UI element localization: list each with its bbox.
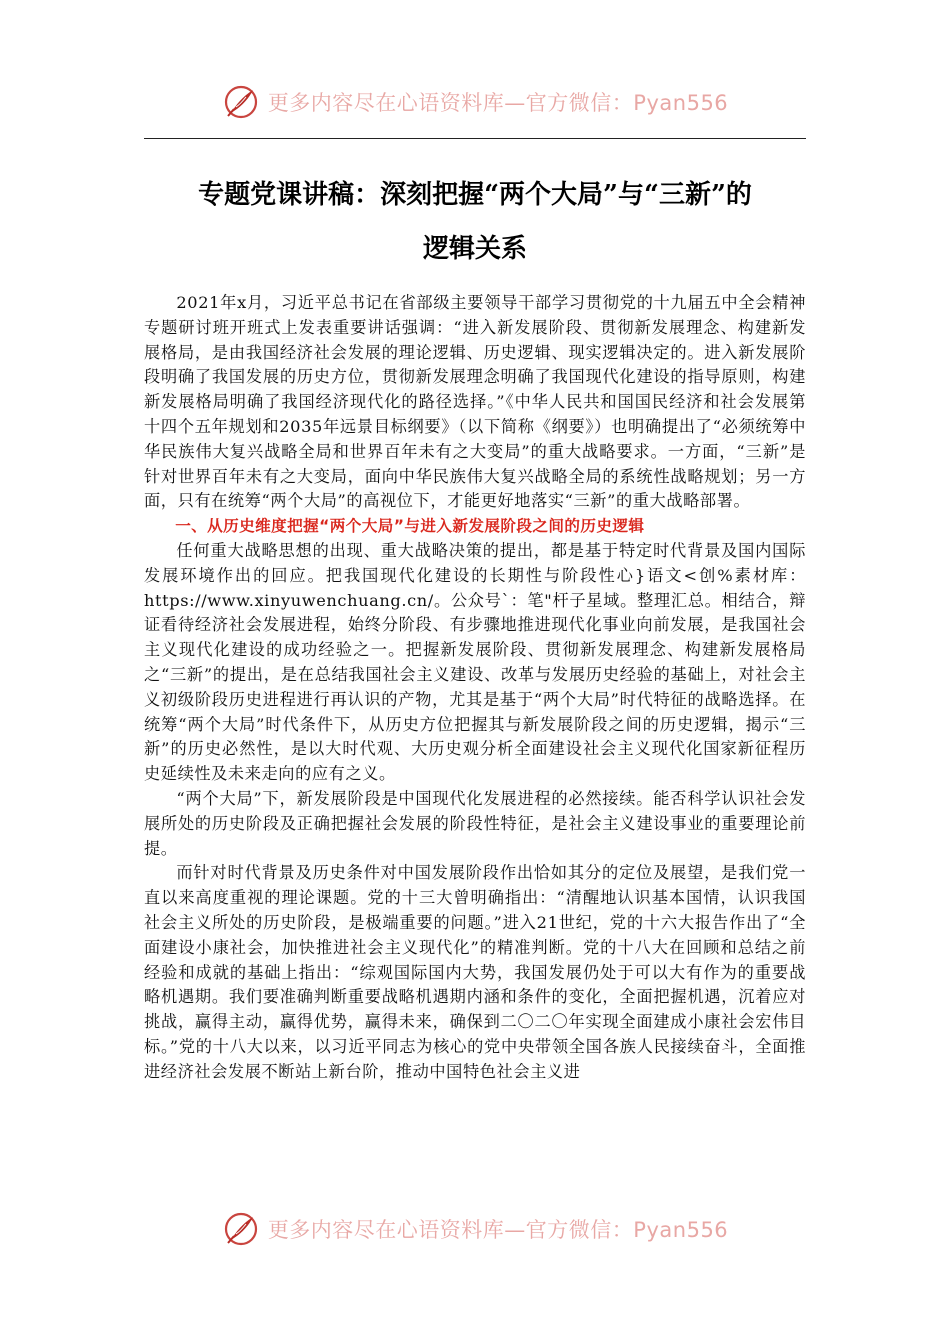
watermark-text-bottom: 更多内容尽在心语资料库—官方微信：Pyan556 xyxy=(267,1218,729,1242)
document-body xyxy=(144,291,806,1085)
title-line-1: 专题党课讲稿：深刻把握“两个大局”与“三新”的 xyxy=(198,180,752,210)
intro-paragraph: 2021年x月，习近平总书记在省部级主要领导干部学习贯彻党的十九届五中全会精神专题研讨班开班式上发表重要讲话强调：“进入新发展阶段、贯彻新发展理念、构建新发展格局，是由我国经济社会发展的理论逻辑、历史逻辑、现实逻辑决定的。进入新发展阶段明确了我国发展的历史方位，贯彻新发展理念明确了我国现代化建设的指导原则，构建新发展格局明确了我国经济现代化的路径选择。”《中华人民共和国国民经济和社会发展第十四个五年规划和2035年远景目标纲要》（以下简称《纲要》）也明确提出了“必须统筹中华民族伟大复兴战略全局和世界百年未有之大变局”的重大战略要求。一方面，“三新”是针对世界百年未有之大变局，面向中华民族伟大复兴战略全局的系统性战略规划；另一方面，只有在统筹“两个大局”的高视位下，才能更好地落实“三新”的重大战略部署。 xyxy=(144,293,806,511)
document-title xyxy=(130,168,820,276)
header-divider xyxy=(144,138,806,139)
watermark-banner-bottom xyxy=(0,1207,950,1251)
body-paragraph-3: 而针对时代背景及历史条件对中国发展阶段作出恰如其分的定位及展望，是我们党一直以来高度重视的理论课题。党的十三大曾明确指出：“清醒地认识基本国情，认识我国社会主义所处的历史阶段，是极端重要的问题。”进入21世纪，党的十六大报告作出了“全面建设小康社会，加快推进社会主义现代化”的精准判断。党的十八大在回顾和总结之前经验和成就的基础上指出：“综观国际国内大势，我国发展仍处于可以大有作为的重要战略机遇期。我们要准确判断重要战略机遇期内涵和条件的变化，全面把握机遇，沉着应对挑战，赢得主动，赢得优势，赢得未来，确保到二〇二〇年实现全面建成小康社会宏伟目标。”党的十八大以来，以习近平同志为核心的党中央带领全国各族人民接续奋斗，全面推进经济社会发展不断站上新台阶，推动中国特色社会主义进 xyxy=(144,863,806,1081)
watermark-text-top: 更多内容尽在心语资料库—官方微信：Pyan556 xyxy=(267,91,729,115)
quill-pen-logo-icon xyxy=(222,1210,260,1248)
section-1-heading: 一、从历史维度把握“两个大局”与进入新发展阶段之间的历史逻辑 xyxy=(175,517,645,536)
title-line-2: 逻辑关系 xyxy=(422,234,527,264)
quill-pen-logo-icon xyxy=(222,83,260,121)
body-paragraph-1: 任何重大战略思想的出现、重大战略决策的提出，都是基于特定时代背景及国内国际发展环境作出的回应。把我国现代化建设的长期性与阶段性心}语文<创%素材库：https://www.xinyuwenchuang.cn/。公众号`：笔"杆子星域。整理汇总。相结合，辩证看待经济社会发展进程，始终分阶段、有步骤地推进现代化事业向前发展，是我国社会主义现代化建设的成功经验之一。把握新发展阶段、贯彻新发展理念、构建新发展格局之“三新”的提出，是在总结我国社会主义建设、改革与发展历史经验的基础上，对社会主义初级阶段历史进程进行再认识的产物，尤其是基于“两个大局”时代特征的战略选择。在统筹“两个大局”时代条件下，从历史方位把握其与新发展阶段之间的历史逻辑，揭示“三新”的历史必然性，是以大时代观、大历史观分析全面建设社会主义现代化国家新征程历史延续性及未来走向的应有之义。 xyxy=(144,540,806,784)
watermark-banner-top xyxy=(0,80,950,124)
body-paragraph-2: “两个大局”下，新发展阶段是中国现代化发展进程的必然接续。能否科学认识社会发展所处的历史阶段及正确把握社会发展的阶段性特征，是社会主义建设事业的重要理论前提。 xyxy=(144,788,806,858)
